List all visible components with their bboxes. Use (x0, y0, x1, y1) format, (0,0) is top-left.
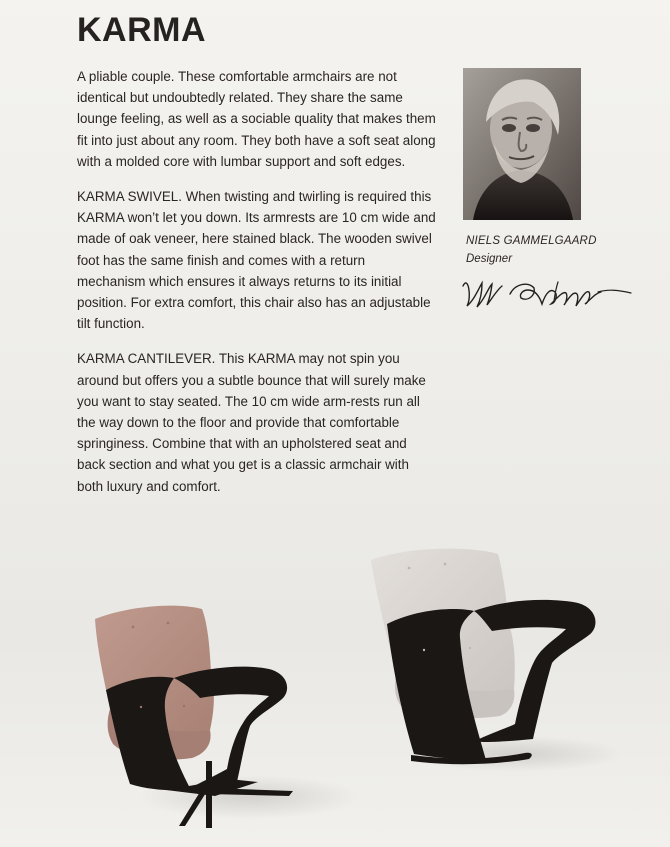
intro-paragraph: A pliable couple. These comfortable armchairs are not identical but undoubtedly related. They share the same lounge feeling, as well as a sociable quality that makes them fit into just about any room. They both have a soft seat along with a molded core with lumbar support and soft edges. (77, 69, 436, 169)
designer-role: Designer (466, 253, 513, 265)
page-title: KARMA (77, 11, 207, 49)
product-description (77, 66, 437, 511)
designer-name: NIELS GAMMELGAARD (466, 235, 597, 247)
karma-cantilever-paragraph: KARMA CANTILEVER. This KARMA may not spin you around but offers you a subtle bounce that will surely make you want to stay seated. The 10 cm wide arm-rests run all the way down to the floor and provide that comfortable springiness. Combine that with an upholstered seat and back section and what you get is a classic armchair with both luxury and comfort. (77, 351, 426, 494)
designer-signature (458, 272, 638, 314)
designer-photo (463, 68, 581, 220)
karma-chairs-photo (84, 540, 624, 840)
karma-cantilever-chair (371, 549, 595, 765)
karma-swivel-paragraph: KARMA SWIVEL. When twisting and twirling is required this KARMA won’t let you down. Its armrests are 10 cm wide and made of oak veneer, here stained black. The wooden swivel foot has the same finish and comes with a return mechanism which ensures it always returns to its initial position. For extra comfort, this chair also has an adjustable tilt function. (77, 189, 436, 332)
designer-caption (466, 232, 597, 268)
